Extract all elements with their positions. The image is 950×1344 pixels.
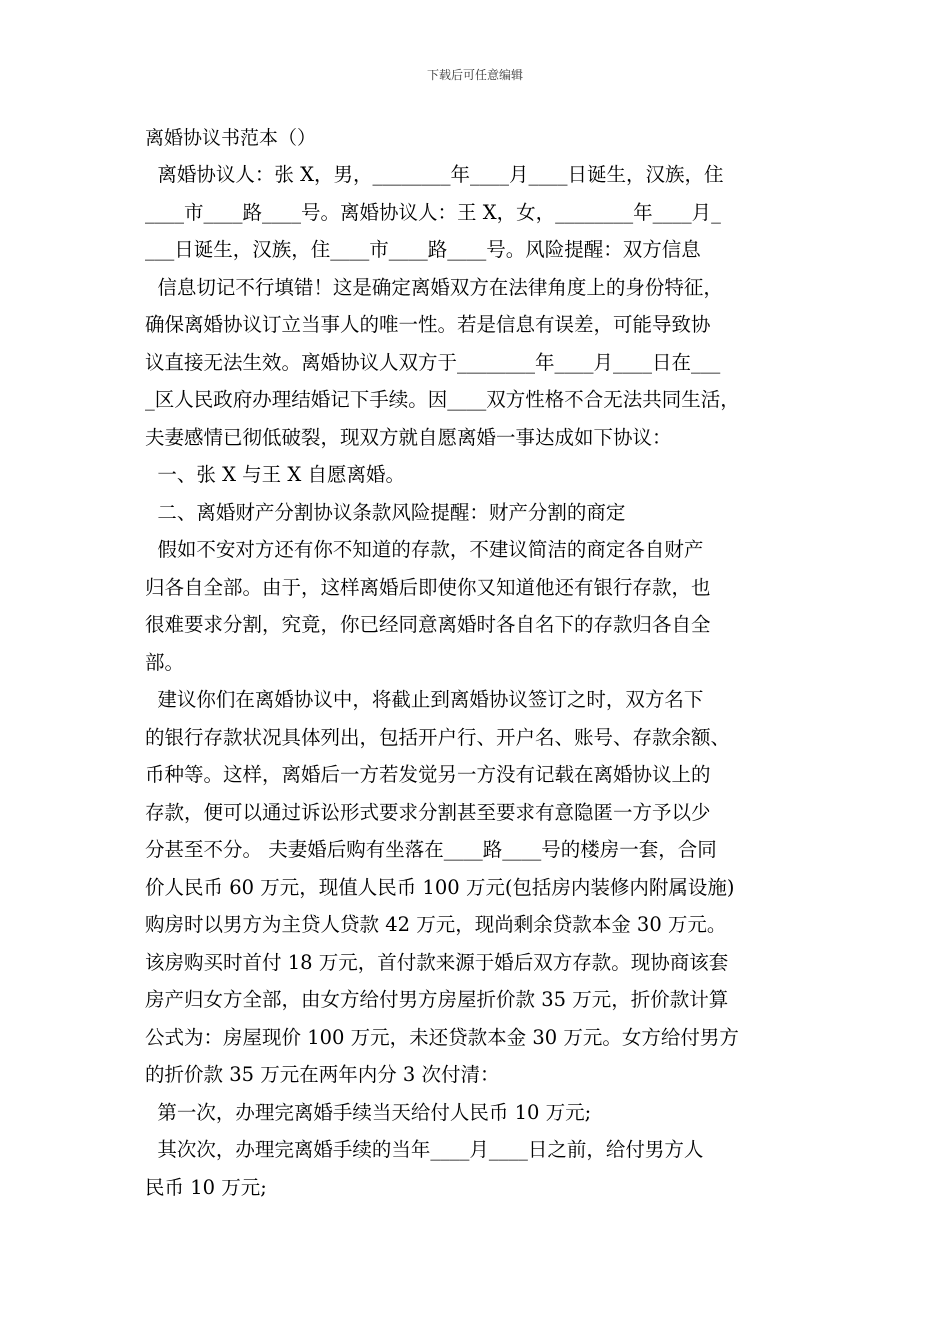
document-line: 议直接无法生效。离婚协议人双方于________年____月____日在___ <box>145 350 721 374</box>
document-line: 二、离婚财产分割协议条款风险提醒：财产分割的商定 <box>145 500 626 524</box>
document-lines <box>145 156 825 1206</box>
document-line: 建议你们在离婚协议中，将截止到离婚协议签订之时，双方名下 <box>145 688 704 711</box>
document-line: 夫妻感情已彻低破裂，现双方就自愿离婚一事达成如下协议： <box>145 425 672 449</box>
document-line: 很难要求分割，究竟，你已经同意离婚时各自名下的存款归各自全 <box>145 613 711 636</box>
document-line: 部。 <box>145 650 185 674</box>
document-line: 一、张 X 与王 X 自愿离婚。 <box>145 463 405 486</box>
document-line: 的折价款 35 万元在两年内分 3 次付清： <box>145 1063 500 1086</box>
document-line: 该房购买时首付 18 万元，首付款来源于婚后双方存款。现协商该套 <box>145 950 729 974</box>
document-line: 购房时以男方为主贷人贷款 42 万元，现尚剩余贷款本金 30 万元。 <box>145 913 727 936</box>
document-line: 假如不安对方还有你不知道的存款，不建议简洁的商定各自财产 <box>145 538 704 561</box>
document-line: 存款，便可以通过诉讼形式要求分割甚至要求有意隐匿一方予以少 <box>145 800 711 824</box>
document-line: 公式为：房屋现价 100 万元，未还贷款本金 30 万元。女方给付男方 <box>145 1025 739 1049</box>
document-line: ___日诞生，汉族，住____市____路____号。风险提醒：双方信息 <box>145 238 701 261</box>
document-line: 其次次，办理完离婚手续的当年____月____日之前，给付男方人 <box>145 1138 704 1161</box>
document-line: 民币 10 万元; <box>145 1175 267 1199</box>
document-line: 币种等。这样，离婚后一方若发觉另一方没有记载在离婚协议上的 <box>145 763 711 786</box>
document-line: 确保离婚协议订立当事人的唯一性。若是信息有误差，可能导致协 <box>145 313 711 336</box>
document-title: 离婚协议书范本（） <box>145 127 317 149</box>
document-line: 分甚至不分。 夫妻婚后购有坐落在____路____号的楼房一套，合同 <box>145 838 717 861</box>
document-line: 的银行存款状况具体列出，包括开户行、开户名、账号、存款余额、 <box>145 725 731 749</box>
document-line: _区人民政府办理结婚记下手续。因____双方性格不合无法共同生活， <box>145 388 740 411</box>
document-line: 信息切记不行填错！这是确定离婚双方在法律角度上的身份特征， <box>145 275 723 299</box>
document-line: 房产归女方全部，由女方给付男方房屋折价款 35 万元，折价款计算 <box>145 988 729 1011</box>
document-line: 价人民币 60 万元，现值人民币 100 万元(包括房内装修内附属设施) <box>145 875 735 899</box>
document-line: 归各自全部。由于，这样离婚后即使你又知道他还有银行存款，也 <box>145 575 711 599</box>
document-line: 第一次，办理完离婚手续当天给付人民币 10 万元; <box>145 1100 592 1124</box>
document-body <box>145 120 825 1206</box>
document-line: ____市____路____号。离婚协议人：王 X，女，________年____月_ <box>145 200 721 224</box>
document-line: 离婚协议人：张 X，男，________年____月____日诞生，汉族，住 <box>145 163 724 186</box>
header-note: 下载后可任意编辑 <box>426 68 523 82</box>
